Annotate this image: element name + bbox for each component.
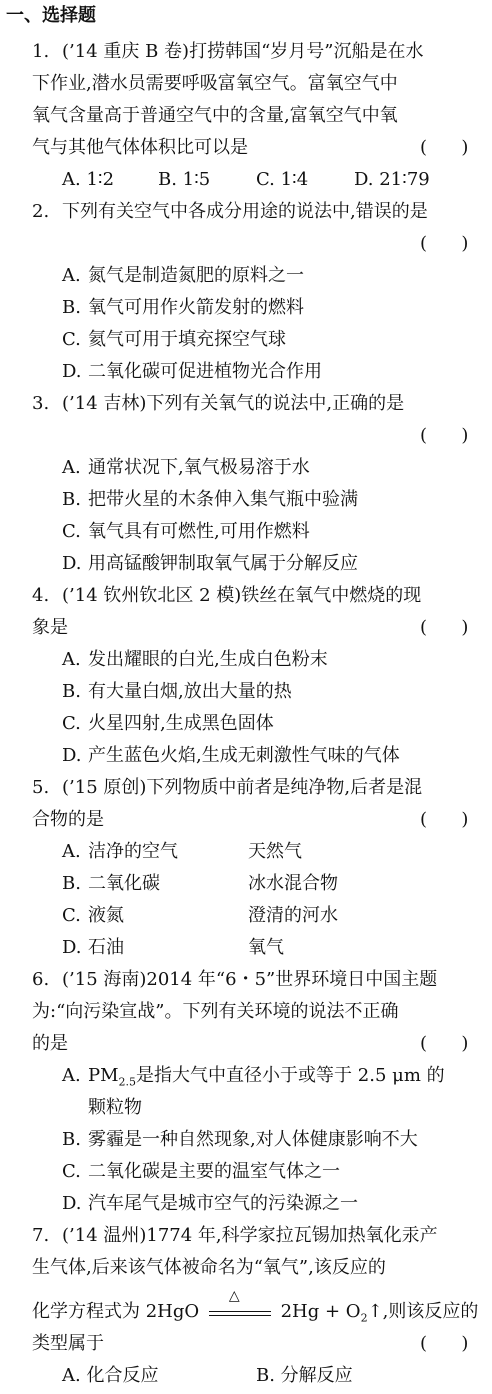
q2-option-c	[62, 328, 286, 352]
q4-number: 4.	[32, 585, 50, 606]
q6-option-c	[62, 1160, 340, 1184]
q1-stem-line-2: 下作业,潜水员需要呼吸富氧空气。富氧空气中	[32, 73, 398, 94]
q4-option-b-letter: B.	[62, 681, 81, 702]
q4-option-c-letter: C.	[62, 713, 81, 734]
q2-option-b-letter: B.	[62, 297, 81, 318]
q1-number: 1.	[32, 41, 50, 62]
q1-option-c: C. 1∶4	[256, 169, 309, 190]
q7-answer-blank: ( )	[420, 1333, 469, 1354]
q1-option-a: A. 1∶2	[62, 169, 115, 190]
q4-option-d	[62, 744, 400, 768]
q4-stem-line-1: (’14 钦州钦北区 2 模)铁丝在氧气中燃烧的现	[62, 585, 422, 606]
q3-option-a-letter: A.	[62, 457, 81, 478]
q5-option-c-second: 澄清的河水	[248, 905, 338, 926]
q3-option-d-letter: D.	[62, 553, 82, 574]
q6-answer-blank: ( )	[420, 1033, 469, 1054]
q2-option-c-text: 氦气可用于填充探空气球	[88, 329, 286, 350]
q3-option-d	[62, 552, 358, 576]
q6-option-a-pm: PM	[88, 1065, 119, 1086]
q1-stem-line-4: 气与其他气体体积比可以是	[32, 137, 248, 158]
q3-option-a	[62, 456, 310, 480]
q6-option-a	[62, 1064, 445, 1095]
q5-answer-blank: ( )	[420, 809, 469, 830]
q3-option-b	[62, 488, 358, 512]
q4-option-b	[62, 680, 292, 704]
q3-number: 3.	[32, 393, 50, 414]
q5-option-d	[62, 936, 462, 960]
q2-number: 2.	[32, 201, 50, 222]
q5-option-d-second: 氧气	[248, 937, 284, 958]
q6-option-a-text: 是指大气中直径小于或等于 2.5 μm 的	[136, 1065, 445, 1086]
q2-answer-blank: ( )	[420, 233, 469, 254]
q5-option-a-first: 洁净的空气	[88, 841, 178, 862]
q4-option-d-text: 产生蓝色火焰,生成无刺激性气味的气体	[88, 745, 400, 766]
q7-eq-tail: ↑,则该反应的	[367, 1301, 479, 1322]
q7-eq-subscript: 2	[360, 1311, 368, 1325]
q4-option-c-text: 火星四射,生成黑色固体	[88, 713, 274, 734]
q5-option-a	[62, 840, 462, 864]
q7-option-b: B. 分解反应	[256, 1365, 353, 1386]
q1-stem-line-3: 氧气含量高于普通空气中的含量,富氧空气中氧	[32, 105, 398, 126]
q1-stem-line-1: (’14 重庆 B 卷)打捞韩国“岁月号”沉船是在水	[62, 41, 424, 62]
q5-number: 5.	[32, 777, 50, 798]
q2-option-b	[62, 296, 304, 320]
q2-option-a-letter: A.	[62, 265, 81, 286]
q6-option-c-text: 二氧化碳是主要的温室气体之一	[88, 1161, 340, 1182]
q7-stem-line-4: 类型属于	[32, 1333, 104, 1354]
q2-stem: 下列有关空气中各成分用途的说法中,错误的是	[62, 201, 428, 222]
q2-option-a-text: 氮气是制造氮肥的原料之一	[88, 265, 304, 286]
q2-option-d-text: 二氧化碳可促进植物光合作用	[88, 361, 322, 382]
q6-option-d-text: 汽车尾气是城市空气的污染源之一	[88, 1193, 358, 1214]
q5-option-b-second: 冰水混合物	[248, 873, 338, 894]
q7-equation-line	[32, 1288, 479, 1331]
q4-option-d-letter: D.	[62, 745, 82, 766]
q7-eq-products: 2Hg + O	[274, 1301, 361, 1322]
q7-number: 7.	[32, 1225, 50, 1246]
q4-option-a-text: 发出耀眼的白光,生成白色粉末	[88, 649, 328, 670]
q3-option-b-text: 把带火星的木条伸入集气瓶中验满	[88, 489, 358, 510]
q6-option-b	[62, 1128, 418, 1152]
q6-option-b-text: 雾霾是一种自然现象,对人体健康影响不大	[88, 1129, 418, 1150]
q4-option-b-text: 有大量白烟,放出大量的热	[88, 681, 292, 702]
q5-stem-line-1: (’15 原创)下列物质中前者是纯净物,后者是混	[62, 777, 423, 798]
q6-stem-line-1: (’15 海南)2014 年“6・5”世界环境日中国主题	[62, 969, 438, 990]
q5-option-b-first: 二氧化碳	[88, 873, 160, 894]
q5-option-a-second: 天然气	[248, 841, 302, 862]
q3-option-a-text: 通常状况下,氧气极易溶于水	[88, 457, 310, 478]
q2-option-d	[62, 360, 322, 384]
q5-option-a-letter: A.	[62, 841, 81, 862]
q2-option-a	[62, 264, 304, 288]
heat-condition: △	[228, 1288, 240, 1304]
q5-stem-line-2: 合物的是	[32, 809, 104, 830]
q6-option-a-letter: A.	[62, 1065, 81, 1086]
q6-stem-line-2: 为:“向污染宣战”。下列有关环境的说法不正确	[32, 1001, 399, 1022]
q5-option-d-first: 石油	[88, 937, 124, 958]
q3-stem: (’14 吉林)下列有关氧气的说法中,正确的是	[62, 393, 405, 414]
q6-option-d-letter: D.	[62, 1193, 82, 1214]
q5-option-d-letter: D.	[62, 937, 82, 958]
q5-option-c	[62, 904, 462, 928]
q2-option-b-text: 氧气可用作火箭发射的燃料	[88, 297, 304, 318]
q7-option-a: A. 化合反应	[62, 1365, 159, 1386]
q7-eq-reactant: 化学方程式为 2HgO	[32, 1301, 205, 1322]
q2-option-d-letter: D.	[62, 361, 82, 382]
q5-option-c-letter: C.	[62, 905, 81, 926]
equals-sign-icon	[205, 1288, 275, 1324]
q4-answer-blank: ( )	[420, 617, 469, 638]
q6-option-a-subscript: 2.5	[118, 1075, 137, 1089]
q3-option-b-letter: B.	[62, 489, 81, 510]
q1-option-b: B. 1∶5	[158, 169, 211, 190]
q3-answer-blank: ( )	[420, 425, 469, 446]
q6-option-d	[62, 1192, 358, 1216]
q1-answer-blank: ( )	[420, 137, 469, 158]
q6-stem-line-3: 的是	[32, 1033, 68, 1054]
q4-stem-line-2: 象是	[32, 617, 68, 638]
section-title: 一、选择题	[6, 5, 96, 26]
q7-stem-line-1: (’14 温州)1774 年,科学家拉瓦锡加热氧化汞产	[62, 1225, 438, 1246]
q4-option-a-letter: A.	[62, 649, 81, 670]
q7-stem-line-2: 生气体,后来该气体被命名为“氧气”,该反应的	[32, 1257, 386, 1278]
q6-option-c-letter: C.	[62, 1161, 81, 1182]
q3-option-c-text: 氧气具有可燃性,可用作燃料	[88, 521, 310, 542]
q5-option-b	[62, 872, 462, 896]
q3-option-c	[62, 520, 310, 544]
q3-option-d-text: 用高锰酸钾制取氧气属于分解反应	[88, 553, 358, 574]
q2-option-c-letter: C.	[62, 329, 81, 350]
q4-option-c	[62, 712, 274, 736]
q4-option-a	[62, 648, 328, 672]
q3-option-c-letter: C.	[62, 521, 81, 542]
q6-number: 6.	[32, 969, 50, 990]
q5-option-b-letter: B.	[62, 873, 81, 894]
q1-option-d: D. 21∶79	[354, 169, 430, 190]
q5-option-c-first: 液氮	[88, 905, 124, 926]
q6-option-a-continued: 颗粒物	[88, 1097, 142, 1118]
q6-option-b-letter: B.	[62, 1129, 81, 1150]
